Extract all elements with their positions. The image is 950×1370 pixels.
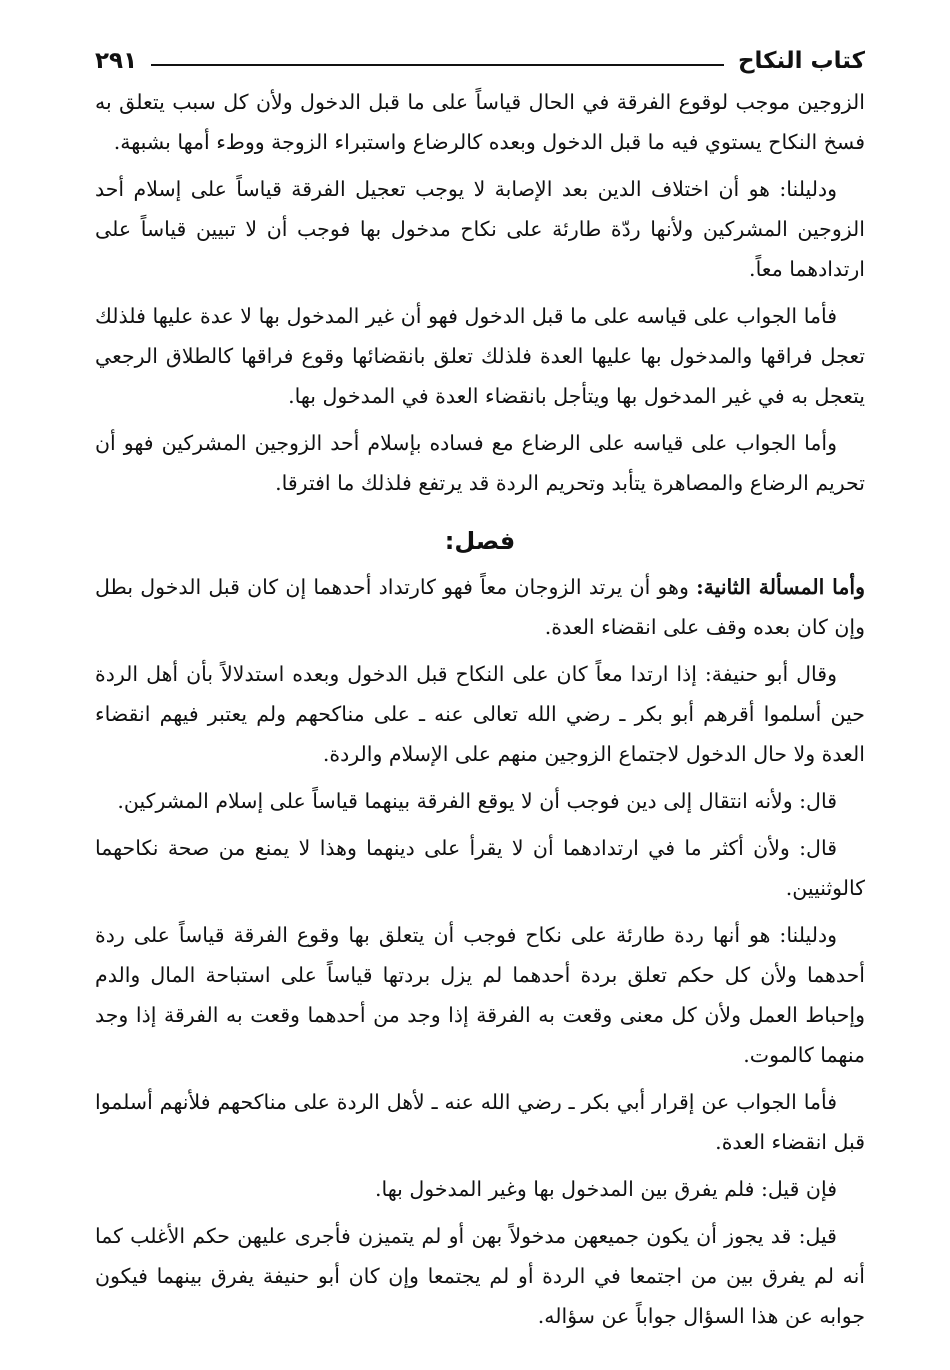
header-rule — [151, 64, 724, 66]
page-body — [95, 82, 865, 1336]
paragraph: فإن قيل: فلم يفرق بين المدخول بها وغير المدخول بها. — [374, 1177, 837, 1201]
paragraph: فأما الجواب على قياسه على ما قبل الدخول فهو أن غير المدخول بها لا عدة عليها فلذلك تعجل فراقها والمدخول بها عليها العدة فلذلك تعلق بانقضائها وقوع فراقها كالطلاق الرجعي يتعجل به في غير المدخول بها ويتأجل بانقضاء العدة في المدخول بها. — [95, 304, 865, 408]
page-number: ٢٩١ — [95, 48, 138, 74]
paragraph: ودليلنا: هو أن اختلاف الدين بعد الإصابة لا يوجب تعجيل الفرقة قياساً على إسلام أحد الزوجين المشركين ولأنها ردّة طارئة على نكاح مدخول بها فوجب أن لا تبيين قياساً على ارتدادهما معاً. — [95, 177, 865, 281]
page-header — [95, 40, 865, 82]
second-issue-lead: وأما المسألة الثانية: — [696, 575, 865, 599]
running-title: كتاب النكاح — [737, 48, 865, 74]
paragraph-second-issue — [95, 567, 865, 647]
paragraph: قال: ولأن أكثر ما في ارتدادهما أن لا يقرأ على دينهما وهذا لا يمنع من صحة نكاحهما كالوثنيين. — [95, 836, 865, 900]
paragraph: وقال أبو حنيفة: إذا ارتدا معاً كان على النكاح قبل الدخول وبعده استدلالاً بأن أهل الردة حين أسلموا أقرهم أبو بكر ـ رضي الله تعالى عنه ـ على مناكحهم ولم يعتبر فيهم انقضاء العدة ولا حال الدخول لاجتماع الزوجين منهم على الإسلام والردة. — [95, 662, 865, 766]
paragraph: ودليلنا: هو أنها ردة طارئة على نكاح فوجب أن يتعلق بها وقوع الفرقة قياساً على ردة أحدهما ولأن كل حكم تعلق بردة أحدهما لم يزل بردتها قياساً على استباحة المال والدم وإحباط العمل ولأن كل معنى وقعت به الفرقة إذا وجد من أحدهما وقعت به الفرقة إذا وجد منهما كالموت. — [95, 923, 865, 1067]
paragraph: فأما الجواب عن إقرار أبي بكر ـ رضي الله عنه ـ لأهل الردة على مناكحهم فلأنهم أسلموا قبل انقضاء العدة. — [95, 1090, 865, 1154]
paragraph: وأما الجواب على قياسه على الرضاع مع فساده بإسلام أحد الزوجين المشركين فهو أن تحريم الرضاع والمصاهرة يتأبد وتحريم الردة قد يرتفع فلذلك ما افترقا. — [95, 431, 865, 495]
paragraph: قيل: قد يجوز أن يكون جميعهن مدخولاً بهن أو لم يتميزن فأجرى عليهن حكم الأغلب كما أنه لم يفرق بين من اجتمعا في الردة أو لم يجتمعا وإن كان أبو حنيفة يفرق بينهما فيكون جوابه عن هذا السؤال جواباً عن سؤاله. — [95, 1224, 865, 1328]
paragraph: الزوجين موجب لوقوع الفرقة في الحال قياساً على ما قبل الدخول ولأن كل سبب يتعلق به فسخ النكاح يستوي فيه ما قبل الدخول وبعده كالرضاع واستبراء الزوجة ووطء أمها بشبهة. — [95, 90, 865, 154]
section-heading: فصل: — [444, 527, 516, 555]
paragraph: قال: ولأنه انتقال إلى دين فوجب أن لا يوقع الفرقة بينهما قياساً على إسلام المشركين. — [117, 789, 837, 813]
second-issue-text: وهو أن يرتد الزوجان معاً فهو كارتداد أحدهما إن كان قبل الدخول بطل وإن كان بعده وقف على انقضاء العدة. — [95, 575, 865, 639]
